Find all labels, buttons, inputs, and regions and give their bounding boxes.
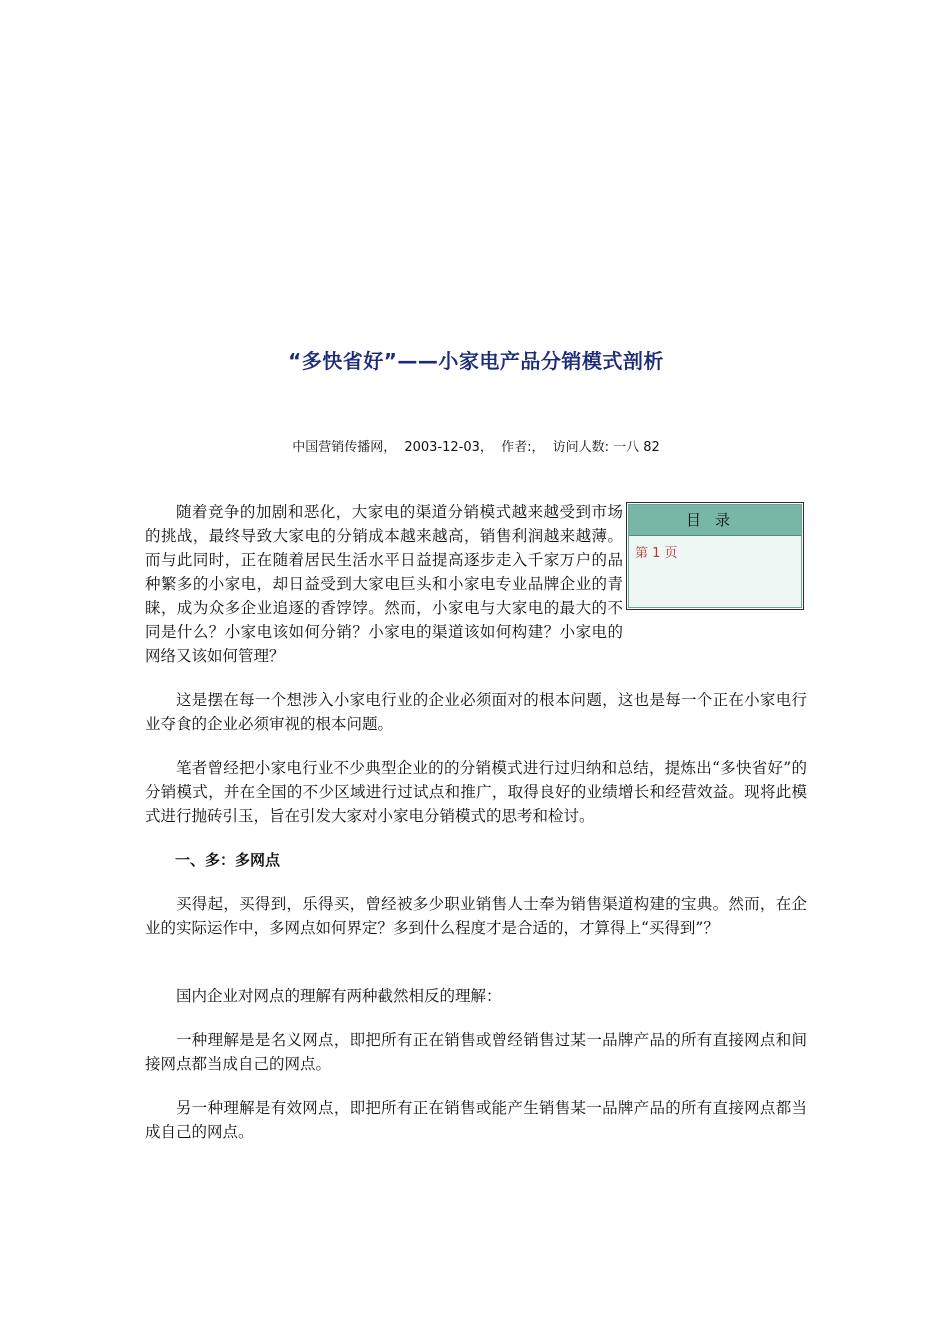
- meta-source: 中国营销传播网，: [292, 440, 397, 455]
- article-body: [145, 500, 807, 1164]
- article-meta: [145, 436, 807, 455]
- paragraph: 随着竞争的加剧和恶化，大家电的渠道分销模式越来越受到市场的挑战，最终导致大家电的分销成本越来越高，销售利润越来越薄。而与此同时，正在随着居民生活水平日益提高逐步走入千家万户的品种繁多的小家电，却日益受到大家电巨头和小家电专业品牌企业的青睐，成为众多企业追逐的香饽饽。然而，小家电与大家电的最大的不同是什么？小家电该如何分销？小家电的渠道该如何构建？小家电的网络又该如何管理？: [145, 503, 623, 665]
- paragraph: 这是摆在每一个想涉入小家电行业的企业必须面对的根本问题，这也是每一个正在小家电行业夺食的企业必须审视的根本问题。: [145, 691, 807, 733]
- meta-visits: 访问人数: 一八 82: [552, 440, 660, 455]
- paragraph: 一种理解是是名义网点，即把所有正在销售或曾经销售过某一品牌产品的所有直接网点和间接网点都当成自己的网点。: [145, 1031, 807, 1073]
- paragraph: 国内企业对网点的理解有两种截然相反的理解：: [176, 987, 502, 1005]
- meta-author: 作者:，: [501, 440, 545, 455]
- meta-date: 2003-12-03，: [404, 440, 493, 455]
- paragraph: 笔者曾经把小家电行业不少典型企业的的分销模式进行过归纳和总结，提炼出“多快省好”的分销模式，并在全国的不少区域进行过试点和推广，取得良好的业绩增长和经营效益。现将此模式进行抛砖引玉，旨在引发大家对小家电分销模式的思考和检讨。: [145, 759, 807, 825]
- article-title: “多快省好”——小家电产品分销模式剖析: [288, 349, 664, 373]
- toc-float-spacer: [623, 500, 807, 622]
- paragraph: 另一种理解是有效网点，即把所有正在销售或能产生销售某一品牌产品的所有直接网点都当成自己的网点。: [145, 1099, 807, 1141]
- paragraph: 买得起，买得到，乐得买，曾经被多少职业销售人士奉为销售渠道构建的宝典。然而，在企业的实际运作中，多网点如何界定？多到什么程度才是合适的，才算得上“买得到”？: [145, 895, 807, 937]
- section-heading: 一、多：多网点: [175, 851, 281, 869]
- toc-item-page-1[interactable]: 第 1 页: [635, 546, 678, 561]
- toc-heading: 目录: [629, 505, 801, 536]
